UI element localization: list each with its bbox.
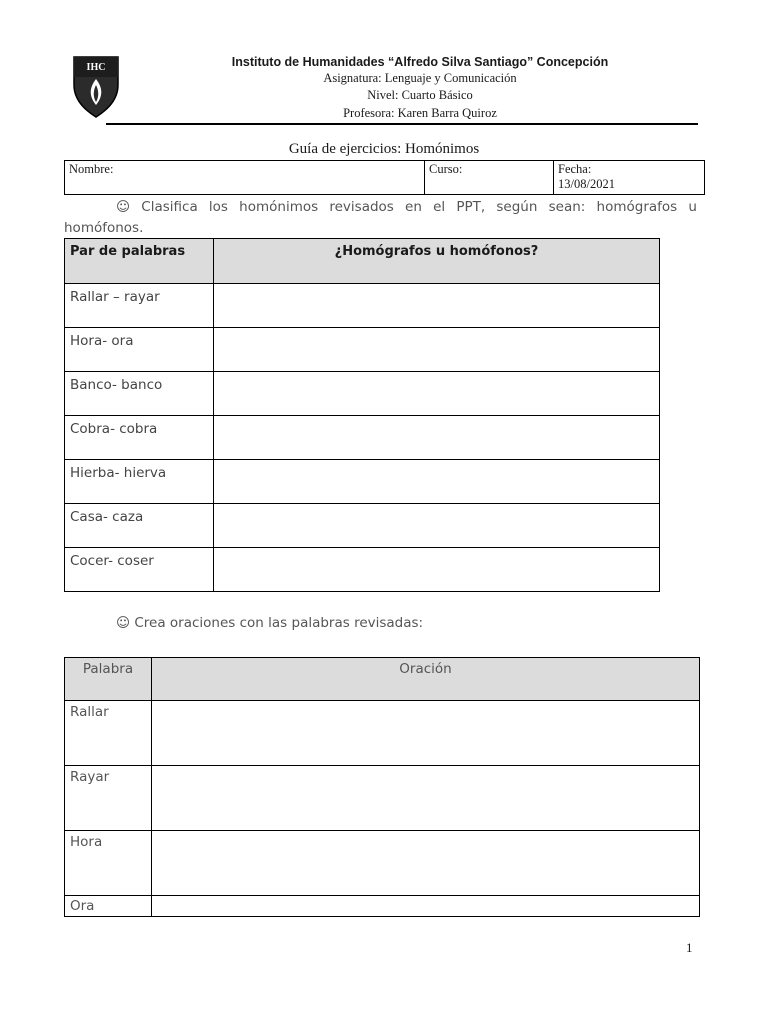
word-cell: Hora	[65, 831, 152, 896]
word-pair-cell: Cocer- coser	[65, 548, 214, 592]
answer-cell[interactable]	[214, 284, 660, 328]
word-pair-cell: Hora- ora	[65, 328, 214, 372]
answer-cell[interactable]	[214, 548, 660, 592]
header-word-pair: Par de palabras	[65, 239, 214, 284]
sentence-cell[interactable]	[152, 766, 700, 831]
table-row	[65, 372, 660, 416]
word-pair-cell: Banco- banco	[65, 372, 214, 416]
word-pair-cell: Hierba- hierva	[65, 460, 214, 504]
student-info-table	[64, 160, 705, 195]
answer-cell[interactable]	[214, 372, 660, 416]
sentences-table	[64, 657, 700, 917]
table-row	[65, 328, 660, 372]
answer-cell[interactable]	[214, 416, 660, 460]
course-label: Curso:	[429, 162, 463, 176]
word-cell: Ora	[65, 896, 152, 917]
table-row	[65, 460, 660, 504]
guide-title: Guía de ejercicios: Homónimos	[288, 141, 480, 157]
sentence-cell[interactable]	[152, 831, 700, 896]
date-value: 13/08/2021	[558, 177, 615, 191]
word-pair-cell: Casa- caza	[65, 504, 214, 548]
institution-name: Instituto de Humanidades “Alfredo Silva Santiago” Concepción	[231, 55, 609, 69]
word-pair-cell: Cobra- cobra	[65, 416, 214, 460]
table-row	[65, 831, 700, 896]
word-cell: Rallar	[65, 701, 152, 766]
teacher-line: Profesora: Karen Barra Quiroz	[343, 106, 497, 120]
header-divider	[106, 123, 698, 125]
header-sentence: Oración	[152, 658, 700, 701]
answer-cell[interactable]	[214, 504, 660, 548]
word-pair-cell: Rallar – rayar	[65, 284, 214, 328]
table-row	[65, 766, 700, 831]
sentence-cell[interactable]	[152, 896, 700, 917]
logo-text: IHC	[86, 62, 106, 73]
table-row	[65, 284, 660, 328]
table-row	[65, 701, 700, 766]
instruction-classify	[64, 197, 697, 239]
homonym-classification-table	[64, 238, 660, 592]
date-label: Fecha:	[558, 162, 592, 176]
answer-cell[interactable]	[214, 460, 660, 504]
table-row	[65, 504, 660, 548]
level-line: Nivel: Cuarto Básico	[367, 88, 473, 102]
date-field	[554, 161, 705, 195]
name-field[interactable]	[65, 161, 425, 195]
table-row	[65, 896, 700, 917]
subject-line: Asignatura: Lenguaje y Comunicación	[323, 71, 517, 85]
table-row	[65, 416, 660, 460]
sentence-cell[interactable]	[152, 701, 700, 766]
answer-cell[interactable]	[214, 328, 660, 372]
word-cell: Rayar	[65, 766, 152, 831]
instruction-sentences: ☺ Crea oraciones con las palabras revisadas:	[116, 615, 424, 631]
header-classification: ¿Homógrafos u homófonos?	[214, 239, 660, 284]
course-field[interactable]	[425, 161, 554, 195]
instruction-classify-text: ☺ Clasifica los homónimos revisados en el PPT, según sean: homógrafos u homófonos.	[64, 199, 697, 236]
page-number: 1	[686, 940, 693, 955]
name-label: Nombre:	[69, 162, 114, 176]
table-row	[65, 548, 660, 592]
header-word: Palabra	[65, 658, 152, 701]
school-logo	[72, 55, 120, 119]
